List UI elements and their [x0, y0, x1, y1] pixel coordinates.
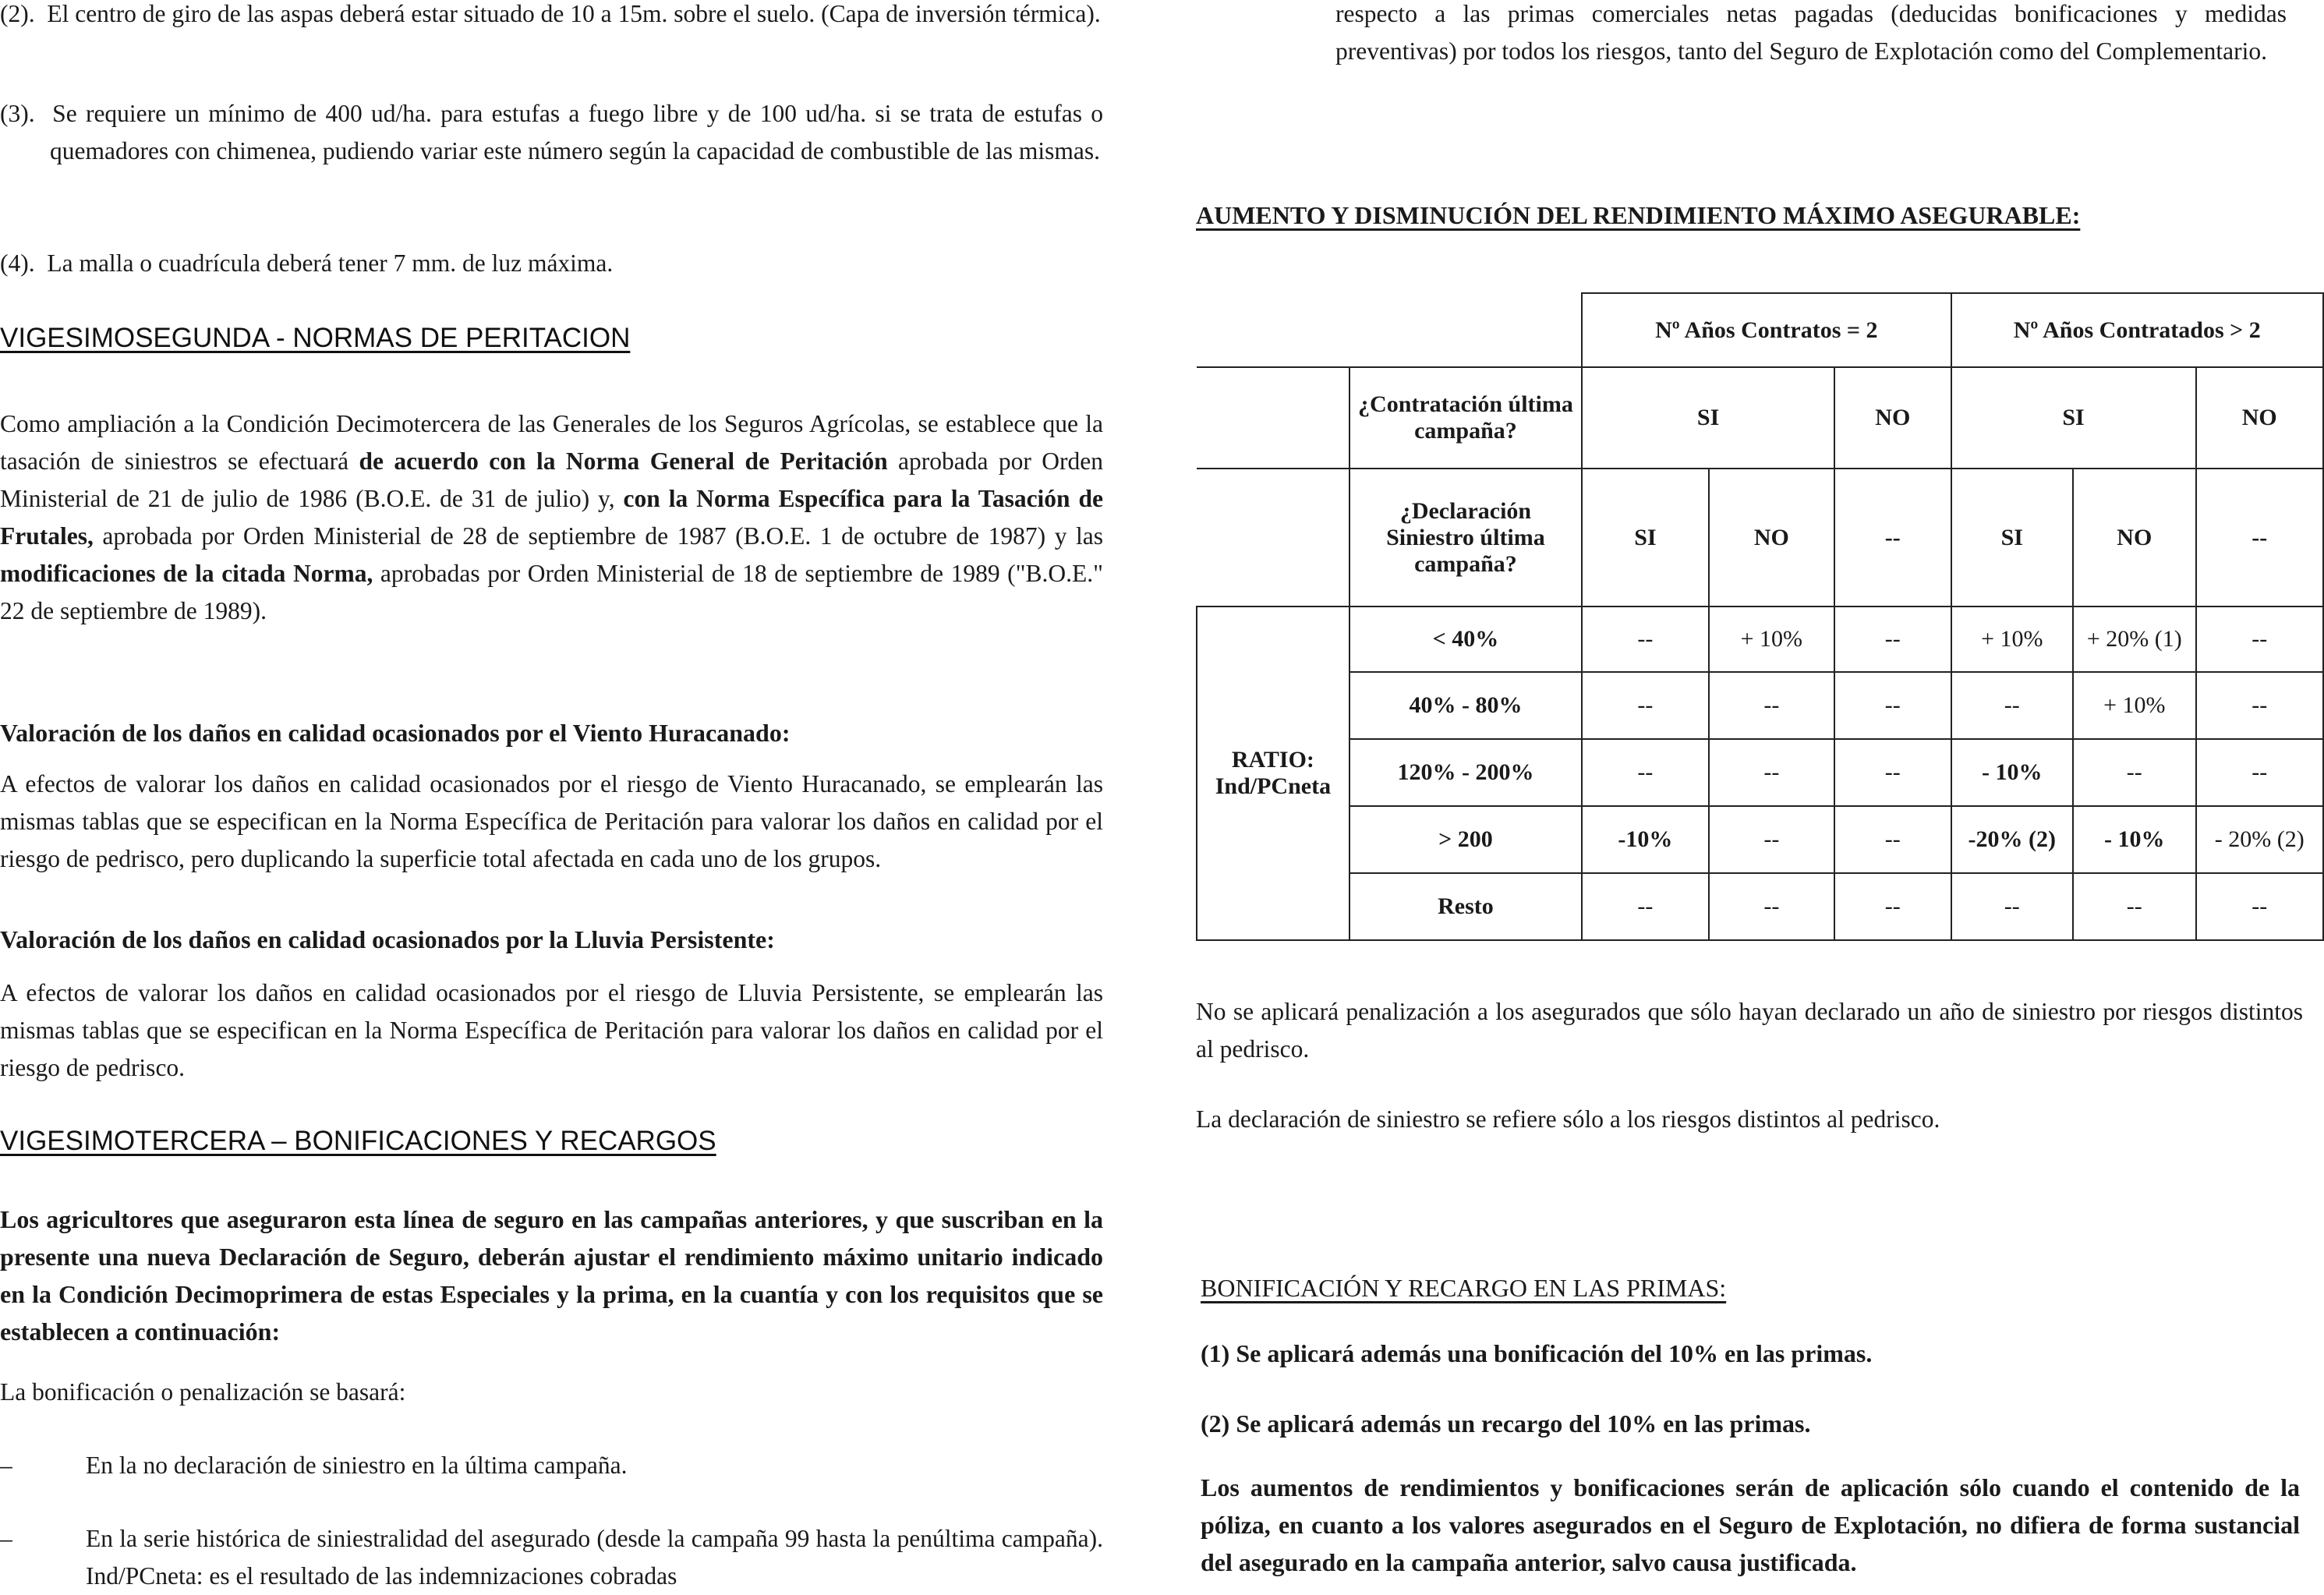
cell-no: NO: [1834, 367, 1951, 469]
paragraph-no-penalizacion: No se aplicará penalización a los asegurados que sólo hayan declarado un año de siniestro por riesgos distintos al pedrisco.: [1196, 998, 2303, 1063]
table-cell: --: [1709, 806, 1834, 873]
table-cell: - 10%: [1951, 739, 2074, 806]
note-4: (4). La malla o cuadrícula deberá tener 7 mm. de luz máxima.: [0, 249, 614, 277]
table-cell: --: [2196, 739, 2323, 806]
header-anos-mayor-2: Nº Años Contratados > 2: [1951, 293, 2324, 367]
cell-si: SI: [1951, 367, 2196, 469]
question-declaracion: ¿Declaración Siniestro última campaña?: [1349, 469, 1582, 607]
table-row: [1197, 672, 2323, 739]
table-cell: -10%: [1582, 806, 1709, 873]
row-label: 120% - 200%: [1349, 739, 1582, 806]
cell-no: NO: [1709, 469, 1834, 607]
cell-no: NO: [2073, 469, 2195, 607]
table-cell: --: [1834, 672, 1951, 739]
table-cell: --: [1834, 607, 1951, 672]
table-cell: --: [1834, 806, 1951, 873]
paragraph-peritacion: Como ampliación a la Condición Decimotercera de las Generales de los Seguros Agrícolas, se establece que la tasación de siniestros se efectuará de acuerdo con la Norma General de Peritación aprobada por Orden Ministerial de 21 de julio de 1986 (B.O.E. de 31 de julio) y, con la Norma Específica para la Tasación de Frutales, aprobada por Orden Ministerial de 28 de septiembre de 1987 (B.O.E. 1 de octubre de 1987) y las modificaciones de la citada Norma, aprobadas por Orden Ministerial de 18 de septiembre de 1989 ("B.O.E." 22 de septiembre de 1989).: [0, 410, 1104, 624]
table-row: [1197, 469, 2323, 607]
cell-si: SI: [1582, 367, 1834, 469]
table-row: [1197, 806, 2323, 873]
row-label: 40% - 80%: [1349, 672, 1582, 739]
recargo-note-2: (2) Se aplicará además un recargo del 10% en las primas.: [1201, 1409, 1811, 1438]
table-row: [1197, 367, 2323, 469]
subheading-viento: Valoración de los daños en calidad ocasionados por el Viento Huracanado:: [0, 719, 791, 747]
dash-bullet: –: [0, 1452, 12, 1479]
note-2: (2). El centro de giro de las aspas deberá estar situado de 10 a 15m. sobre el suelo. (Capa de inversión térmica).: [0, 0, 1101, 27]
note-3: (3). Se requiere un mínimo de 400 ud/ha. para estufas a fuego libre y de 100 ud/ha. si se trata de estufas o quemadores con chimenea, pudiendo variar este número según la capacidad de combustible de las mismas.: [0, 100, 1103, 164]
dash-bullet: –: [0, 1525, 12, 1552]
table-cell: + 10%: [1951, 607, 2074, 672]
table-row: [1197, 293, 2323, 367]
table-cell: + 20% (1): [2073, 607, 2195, 672]
table-cell: --: [1709, 672, 1834, 739]
paragraph-declaracion: La declaración de siniestro se refiere sólo a los riesgos distintos al pedrisco.: [1196, 1105, 1940, 1133]
list-item: – En la no declaración de siniestro en la última campaña.: [86, 1447, 1103, 1484]
table-cell: --: [1709, 873, 1834, 940]
question-contratacion: ¿Contratación última campaña?: [1349, 367, 1582, 469]
table-cell: --: [1709, 739, 1834, 806]
paragraph-continuation: respecto a las primas comerciales netas pagadas (deducidas bonificaciones y medidas preventivas) por todos los riesgos, tanto del Seguro de Explotación como del Complementario.: [1335, 0, 2287, 65]
heading-aumento: AUMENTO Y DISMINUCIÓN DEL RENDIMIENTO MÁXIMO ASEGURABLE:: [1196, 201, 2081, 229]
cell-dash: --: [1834, 469, 1951, 607]
table-cell: - 20% (2): [2196, 806, 2323, 873]
table-cell: --: [1834, 739, 1951, 806]
paragraph-viento: A efectos de valorar los daños en calidad ocasionados por el riesgo de Viento Huracanado, se emplearán las mismas tablas que se especifican en la Norma Específica de Peritación para valorar los daños en calidad por el riesgo de pedrisco, pero duplicando la superficie total afectada en cada uno de los grupos.: [0, 770, 1103, 872]
cell-no: NO: [2196, 367, 2323, 469]
table-cell: --: [1582, 672, 1709, 739]
row-label: < 40%: [1349, 607, 1582, 672]
table-cell: --: [2196, 672, 2323, 739]
table-cell: --: [2196, 607, 2323, 672]
table-row: [1197, 873, 2323, 940]
ratio-label: RATIO: Ind/PCneta: [1197, 607, 1349, 940]
paragraph-aumentos-final: Los aumentos de rendimientos y bonificaciones serán de aplicación sólo cuando el contenido de la póliza, en cuanto a los valores asegurados en el Seguro de Explotación, no difiera de forma sustancial del asegurado en la campaña anterior, salvo causa justificada.: [1201, 1473, 2300, 1576]
cell-dash: --: [2196, 469, 2323, 607]
table-cell: --: [1582, 739, 1709, 806]
table-cell: + 10%: [1709, 607, 1834, 672]
table-cell: --: [1951, 873, 2074, 940]
table-cell: --: [1582, 607, 1709, 672]
heading-bonificacion: BONIFICACIÓN Y RECARGO EN LAS PRIMAS:: [1201, 1274, 1727, 1302]
table-cell: -20% (2): [1951, 806, 2074, 873]
table-cell: - 10%: [2073, 806, 2195, 873]
row-label: Resto: [1349, 873, 1582, 940]
table-row: [1197, 739, 2323, 806]
list-item: – En la serie histórica de siniestralidad del asegurado (desde la campaña 99 hasta la penúltima campaña). Ind/PCneta: es el resultado de las indemnizaciones cobradas: [86, 1520, 1103, 1595]
table-row: [1197, 607, 2323, 672]
row-label: > 200: [1349, 806, 1582, 873]
table-cell: --: [2073, 739, 2195, 806]
cell-si: SI: [1582, 469, 1709, 607]
section-heading-vigesimosegunda: VIGESIMOSEGUNDA - NORMAS DE PERITACION: [0, 323, 631, 353]
header-anos-igual-2: Nº Años Contratos = 2: [1582, 293, 1951, 367]
table-cell: --: [2196, 873, 2323, 940]
paragraph-bonificaciones: Los agricultores que aseguraron esta línea de seguro en las campañas anteriores, y que suscriban en la presente una nueva Declaración de Seguro, deberán ajustar el rendimiento máximo unitario indicado en la Condición Decimoprimera de estas Especiales y la prima, en la cuantía y con los requisitos que se establecen a continuación:: [0, 1205, 1103, 1346]
table-cell: --: [1951, 672, 2074, 739]
table-cell: --: [2073, 873, 2195, 940]
ratio-table: [1196, 292, 2324, 941]
subheading-lluvia: Valoración de los daños en calidad ocasionados por la Lluvia Persistente:: [0, 925, 775, 953]
table-cell: + 10%: [2073, 672, 2195, 739]
bonificacion-note-1: (1) Se aplicará además una bonificación del 10% en las primas.: [1201, 1339, 1873, 1367]
section-heading-vigesimotercera: VIGESIMOTERCERA – BONIFICACIONES Y RECARGOS: [0, 1126, 716, 1156]
paragraph-basara: La bonificación o penalización se basará:: [0, 1378, 406, 1406]
cell-si: SI: [1951, 469, 2074, 607]
table-cell: --: [1582, 873, 1709, 940]
paragraph-lluvia: A efectos de valorar los daños en calidad ocasionados por el riesgo de Lluvia Persistente, se emplearán las mismas tablas que se especifican en la Norma Específica de Peritación para valorar los daños en calidad por el riesgo de pedrisco.: [0, 979, 1103, 1081]
table-cell: --: [1834, 873, 1951, 940]
